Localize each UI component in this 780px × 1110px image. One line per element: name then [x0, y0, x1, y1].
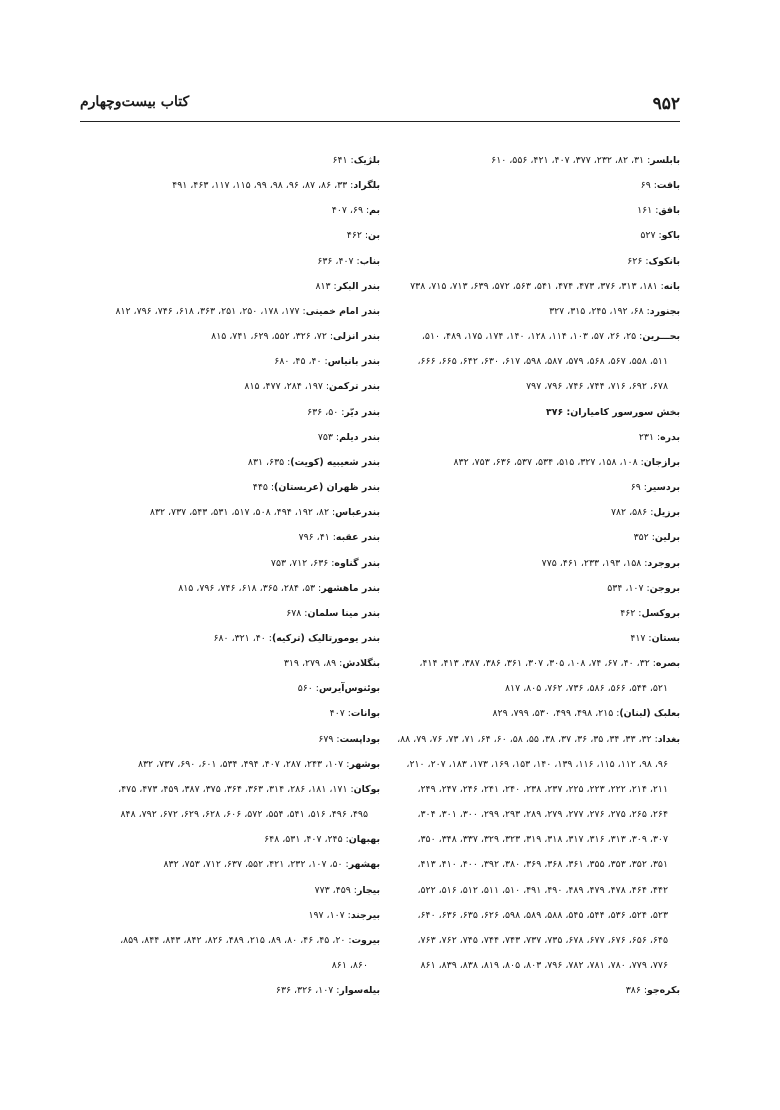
index-term: بعلبک (لبنان) :	[613, 708, 680, 719]
index-pages: ۶۹، ۴۰۷	[331, 205, 363, 217]
index-term: باکو :	[655, 230, 680, 241]
index-term: بیروت :	[345, 935, 380, 946]
index-pages: ۴۰۷	[329, 708, 345, 720]
index-entry	[80, 249, 380, 274]
index-term: بم :	[363, 205, 380, 216]
index-entry	[397, 727, 680, 752]
index-entry	[401, 223, 680, 248]
index-term: بروکسل :	[635, 608, 680, 619]
index-entry: بخش سورسور کامیاران: ۳۷۶	[546, 406, 680, 418]
index-pages: ۱۷۷، ۱۷۸، ۲۵۰، ۲۵۱، ۳۶۳، ۶۱۸، ۷۴۶، ۷۹۶، ۸۱۲	[115, 305, 300, 317]
index-term: بن :	[362, 230, 380, 241]
index-pages: ۴۵۹، ۷۷۳	[314, 884, 351, 896]
index-pages: ۱۰۸، ۱۵۸، ۳۲۷، ۵۱۵، ۵۳۴، ۵۳۷، ۶۳۶، ۷۵۳، ۸۳۲	[453, 456, 638, 468]
index-entry	[80, 903, 380, 928]
index-entry	[80, 701, 380, 726]
index-entry-continuation: ۴۹۵، ۴۹۶، ۵۱۶، ۵۴۱، ۵۵۴، ۵۷۲، ۶۰۶، ۶۲۸، ۶۲۹، ۶۷۲، ۷۹۲، ۸۴۸	[120, 809, 368, 821]
index-entry	[401, 475, 680, 500]
header-rule	[80, 121, 680, 122]
index-entry	[80, 576, 380, 601]
index-term: برلین :	[649, 532, 680, 543]
index-term: بلگراد :	[347, 180, 380, 191]
index-pages: ۲۳۱	[638, 431, 654, 443]
index-pages: ۱۰۷، ۵۳۴	[607, 582, 644, 594]
index-entry	[401, 500, 680, 525]
index-pages: ۳۲، ۴۰، ۶۷، ۷۴، ۱۰۸، ۳۰۵، ۳۰۷، ۳۶۱، ۳۸۶، ۳۸۷، ۴۱۳، ۴۱۴،	[419, 658, 650, 670]
index-entry	[80, 601, 380, 626]
index-term: بندرعباس :	[329, 507, 380, 518]
index-entry	[80, 299, 380, 324]
index-pages: ۶۳۶، ۷۱۲، ۷۵۳	[270, 557, 329, 569]
index-term: بروجن :	[643, 583, 680, 594]
index-entry	[80, 223, 380, 248]
index-entry	[401, 601, 680, 626]
index-entry	[401, 551, 680, 576]
index-term: بکره‌جو :	[641, 985, 680, 996]
index-term: بیرجند :	[345, 910, 380, 921]
index-pages: ۴۶۲	[620, 607, 636, 619]
index-entry	[80, 374, 380, 399]
book-title: کتاب بیست‌وچهارم	[80, 94, 190, 110]
index-entry	[80, 978, 380, 1003]
index-entry	[80, 198, 380, 223]
index-term: بوئنوس‌آیرس :	[313, 683, 380, 694]
index-entry	[80, 450, 380, 475]
index-term: بغداد :	[652, 734, 680, 745]
index-pages: ۵۰، ۱۰۷، ۲۳۲، ۴۲۱، ۵۵۲، ۶۳۷، ۷۱۲، ۷۵۳، ۸۳۲	[163, 859, 343, 871]
index-term: بانه :	[658, 281, 680, 292]
index-entry	[80, 324, 380, 349]
index-term: بانکوک :	[642, 256, 680, 267]
index-term: برزیل :	[647, 507, 680, 518]
index-pages: ۱۰۷، ۱۹۷	[308, 909, 345, 921]
index-term: بحـــرین :	[636, 331, 680, 342]
index-pages: ۶۷۹	[318, 733, 334, 745]
index-term: بیله‌سوار :	[333, 985, 380, 996]
index-term: بندر شعیبیه (کویت) :	[284, 457, 380, 468]
index-pages: ۳۸۶	[625, 985, 641, 997]
index-term: بابلسر :	[644, 155, 680, 166]
index-pages: ۴۴۵	[252, 482, 268, 494]
index-entry	[80, 525, 380, 550]
index-entry	[401, 978, 680, 1003]
index-entry	[80, 651, 380, 676]
index-pages: ۵۰، ۶۳۶	[307, 406, 339, 418]
index-entry	[80, 425, 380, 450]
index-term: بندر ماهشهر :	[315, 583, 380, 594]
index-entry	[80, 928, 380, 953]
index-entry	[401, 425, 680, 450]
index-entry-continuation: ۴۴۲، ۴۶۴، ۴۷۸، ۴۷۹، ۴۸۹، ۴۹۰، ۴۹۱، ۵۱۰، ۵۱۱، ۵۱۲، ۵۱۶، ۵۲۲،	[417, 884, 668, 896]
index-pages: ۶۹	[630, 482, 641, 494]
index-entry	[401, 626, 680, 651]
index-pages: ۱۵۸، ۱۹۳، ۲۳۳، ۴۶۱، ۷۷۵	[541, 557, 642, 569]
index-term: بلژیک :	[348, 155, 380, 166]
index-entry	[401, 324, 680, 349]
index-entry-continuation: ۶۴۵، ۶۵۶، ۶۷۶، ۶۷۷، ۶۷۸، ۷۳۵، ۷۳۷، ۷۴۳، ۷۴۴، ۷۴۵، ۷۶۲، ۷۶۳،	[417, 934, 668, 946]
index-entry	[80, 274, 380, 299]
index-pages: ۱۶۱	[637, 205, 653, 217]
index-term: بنگلادش :	[336, 658, 380, 669]
index-pages: ۴۱، ۷۹۶	[298, 532, 330, 544]
index-term: بافق :	[652, 205, 680, 216]
index-entry-continuation: ۵۱۱، ۵۵۸، ۵۶۷، ۵۶۸، ۵۷۹، ۵۸۷، ۵۹۸، ۶۱۷، ۶۳۰، ۶۴۲، ۶۶۵، ۶۶۶،	[417, 356, 668, 368]
index-pages: ۸۱۳	[315, 280, 331, 292]
index-term: بردسیر :	[641, 482, 680, 493]
index-pages: ۷۲، ۳۲۶، ۵۵۲، ۶۲۹، ۷۴۱، ۸۱۵	[211, 331, 327, 343]
index-pages: ۳۱، ۸۲، ۲۳۲، ۳۷۷، ۴۰۷، ۴۲۱، ۵۵۶، ۶۱۰	[491, 155, 645, 166]
index-entry-continuation: ۲۱۱، ۲۱۴، ۲۲۲، ۲۲۳، ۲۲۵، ۲۳۷، ۲۳۸، ۲۴۰، ۲۴۱، ۲۴۶، ۲۴۷، ۲۴۹،	[417, 783, 668, 795]
index-pages: ۸۲، ۱۹۲، ۴۹۴، ۵۰۸، ۵۱۷، ۵۳۱، ۵۴۳، ۷۳۷، ۸۳۲	[149, 507, 329, 519]
index-term: بندر مینا سلمان :	[301, 608, 380, 619]
index-pages: ۸۹، ۲۷۹، ۳۱۹	[283, 658, 337, 670]
index-term: بدره :	[654, 432, 680, 443]
index-entry-continuation: ۵۲۳، ۵۲۴، ۵۳۶، ۵۴۴، ۵۴۵، ۵۸۸، ۵۸۹، ۵۹۸، ۶۲۶، ۶۳۵، ۶۳۶، ۶۴۰،	[417, 909, 668, 921]
index-entry-continuation: ۳۰۷، ۳۰۹، ۳۱۳، ۳۱۶، ۳۱۷، ۳۱۸، ۳۱۹، ۳۲۳، ۳۲۹، ۳۳۷، ۳۴۸، ۳۵۰،	[417, 834, 668, 846]
index-term: بندر امام خمینی :	[300, 306, 380, 317]
index-pages: ۴۶۲	[346, 230, 362, 242]
index-term: بروجرد :	[641, 558, 680, 569]
index-entry	[401, 173, 680, 198]
index-term: بصره :	[650, 658, 680, 669]
index-entry	[80, 400, 380, 425]
index-entry	[80, 500, 380, 525]
index-entry	[80, 173, 380, 198]
index-term: بندر عقبه :	[330, 532, 380, 543]
index-pages: ۲۰، ۴۵، ۴۶، ۸۰، ۸۹، ۲۱۵، ۴۸۹، ۸۲۶، ۸۴۲، ۸۴۳، ۸۴۴، ۸۵۹،	[120, 934, 346, 946]
index-entry	[401, 148, 680, 173]
index-pages: ۷۵۳	[317, 431, 333, 443]
index-pages: ۵۶۰	[297, 683, 313, 695]
index-pages: ۶۲۶	[627, 255, 643, 267]
index-term: بندر دیلم :	[333, 432, 380, 443]
index-entry	[80, 676, 380, 701]
index-entry	[401, 249, 680, 274]
index-entry	[80, 349, 380, 374]
index-term: برازجان :	[638, 457, 680, 468]
index-entry	[80, 727, 380, 752]
index-pages: ۲۱۵، ۴۹۸، ۴۹۹، ۵۳۰، ۷۹۹، ۸۲۹	[492, 708, 614, 720]
index-term: بندر انزلی :	[327, 331, 380, 342]
index-entry-continuation: ۸۶۰، ۸۶۱	[331, 960, 368, 971]
index-entry-continuation: ۵۲۱، ۵۴۴، ۵۶۶، ۵۸۶، ۷۳۶، ۷۶۲، ۸۰۵، ۸۱۷	[505, 683, 668, 695]
index-entry	[401, 576, 680, 601]
index-entry	[80, 878, 380, 903]
index-term: بوانات :	[345, 708, 380, 719]
index-pages: ۲۴۵، ۴۰۷، ۵۳۱، ۶۴۸	[264, 834, 343, 846]
index-pages: ۶۴۱	[332, 155, 348, 166]
index-pages: ۵۲۷	[640, 230, 656, 242]
index-entry	[80, 852, 380, 877]
index-pages: ۱۹۷، ۲۸۴، ۴۷۷، ۸۱۵	[244, 381, 323, 393]
index-entry	[80, 827, 380, 852]
index-pages: ۶۳۵، ۸۳۱	[247, 456, 285, 468]
index-pages: ۶۹	[640, 180, 651, 192]
index-entry	[80, 777, 380, 802]
index-term: بیجار :	[351, 885, 380, 896]
index-pages: ۴۰، ۳۲۱، ۶۸۰	[213, 632, 266, 644]
index-entry-continuation: ۳۵۱، ۳۵۲، ۳۵۳، ۳۵۵، ۳۶۱، ۳۶۸، ۳۶۹، ۳۸۰، ۳۹۲، ۴۰۰، ۴۱۰، ۴۱۳،	[417, 859, 668, 871]
index-term: بناب :	[354, 256, 380, 267]
index-entry	[401, 651, 680, 676]
index-pages: ۱۸۱، ۳۱۳، ۳۷۶، ۴۷۳، ۴۷۴، ۵۴۱، ۵۶۳، ۵۷۲، ۶۳۹، ۷۱۳، ۷۱۵، ۷۳۸	[410, 280, 658, 292]
index-pages: ۵۳، ۲۸۴، ۳۶۵، ۶۱۸، ۷۴۶، ۷۹۶، ۸۱۵	[178, 582, 316, 594]
index-pages: ۶۸، ۱۹۲، ۲۴۵، ۳۱۵، ۳۲۷	[549, 305, 644, 317]
index-term: بوکان :	[347, 784, 380, 795]
index-entry-continuation: ۶۷۸، ۶۹۲، ۷۱۶، ۷۴۴، ۷۴۶، ۷۹۶، ۷۹۷	[526, 381, 668, 393]
index-pages: ۳۵۲	[633, 532, 649, 544]
index-pages: ۴۰، ۴۵، ۶۸۰	[274, 356, 322, 368]
index-entry	[80, 551, 380, 576]
index-entry	[80, 148, 380, 173]
index-term: بهبهان :	[343, 834, 380, 845]
index-entry	[401, 198, 680, 223]
index-pages: ۱۰۷، ۲۴۳، ۲۸۷، ۴۰۷، ۴۹۴، ۵۳۴، ۶۰۱، ۶۹۰، ۷۳۷، ۸۳۲	[137, 758, 344, 770]
index-entry	[401, 299, 680, 324]
page-header	[80, 88, 680, 122]
index-entry-continuation: ۷۷۶، ۷۷۹، ۷۸۰، ۷۸۱، ۷۸۲، ۷۹۶، ۸۰۳، ۸۰۵، ۸۱۹، ۸۳۸، ۸۳۹، ۸۶۱	[420, 960, 668, 971]
index-pages: ۱۷۱، ۱۸۱، ۲۸۶، ۳۱۴، ۳۶۳، ۳۶۴، ۳۷۵، ۳۸۷، ۴۵۹، ۴۷۳، ۴۷۵،	[118, 783, 348, 795]
index-entry	[80, 752, 380, 777]
index-term: بافت :	[651, 180, 680, 191]
index-entry-continuation: ۲۶۴، ۲۶۵، ۲۷۵، ۲۷۶، ۲۷۷، ۲۷۹، ۲۸۹، ۲۹۳، ۲۹۹، ۳۰۰، ۳۰۱، ۳۰۴،	[417, 809, 668, 821]
index-term: بندر بانیاس :	[322, 356, 380, 367]
index-term: بندر ترکمن :	[323, 381, 380, 392]
index-term: بندر البکر :	[331, 281, 380, 292]
index-term: بندر یومورتالیک (ترکیه) :	[266, 633, 380, 644]
index-pages: ۱۰۷، ۳۲۶، ۶۳۶	[275, 985, 334, 997]
index-term: بوشهر :	[343, 759, 380, 770]
page-number: ۹۵۲	[652, 94, 680, 114]
index-term: بجنورد :	[644, 306, 680, 317]
index-term: بهشهر :	[343, 859, 380, 870]
index-pages: ۲۵، ۲۶، ۵۷، ۱۰۳، ۱۱۴، ۱۲۸، ۱۴۰، ۱۷۴، ۱۷۵، ۴۸۹، ۵۱۰،	[421, 331, 637, 343]
index-term: بندر دیّر :	[338, 407, 380, 418]
index-term: بندر گناوه :	[328, 558, 380, 569]
index-entry	[80, 475, 380, 500]
index-entry	[80, 626, 380, 651]
index-entry	[401, 525, 680, 550]
index-column-left	[80, 148, 380, 1003]
index-entry	[401, 274, 680, 299]
index-pages: ۵۸۶، ۷۸۲	[610, 507, 648, 519]
index-entry	[401, 450, 680, 475]
index-pages: ۳۲، ۳۳، ۳۴، ۳۵، ۳۶، ۳۷، ۳۸، ۵۵، ۵۸، ۶۰، ۶۴، ۷۱، ۷۳، ۷۶، ۷۹، ۸۸،	[397, 733, 652, 745]
index-pages: ۶۷۸	[286, 607, 302, 619]
index-pages: ۴۰۷، ۶۳۶	[317, 255, 354, 267]
index-entry-continuation: ۹۶، ۹۸، ۱۱۲، ۱۱۵، ۱۱۶، ۱۳۹، ۱۴۰، ۱۵۳، ۱۶۹، ۱۷۳، ۱۸۳، ۲۰۷، ۲۱۰،	[406, 758, 668, 770]
index-pages: ۳۳، ۸۶، ۸۷، ۹۶، ۹۸، ۹۹، ۱۱۵، ۱۱۷، ۴۶۳، ۴۹۱	[172, 180, 348, 192]
index-term: بندر ظهران (عربستان) :	[268, 482, 380, 493]
index-entry	[401, 701, 680, 726]
index-pages: ۴۱۷	[630, 632, 646, 644]
index-term: بوداپست :	[333, 734, 380, 745]
index-term: بستان :	[645, 633, 680, 644]
index-column-right	[397, 148, 680, 1003]
